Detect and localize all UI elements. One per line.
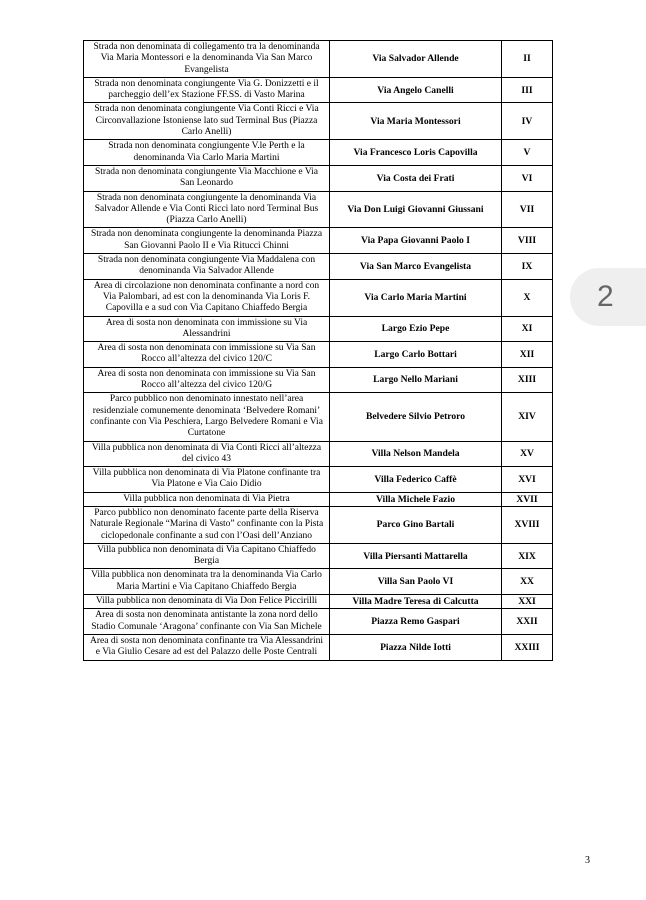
roman-numeral: XX [502, 569, 553, 595]
location-description: Strada non denominata congiungente Via G. Donizzetti e il parcheggio dell’ex Stazione FF.SS. di Vasto Marina [84, 77, 330, 103]
roman-numeral: VII [502, 191, 553, 228]
roman-numeral: XXII [502, 609, 553, 635]
location-description: Parco pubblico non denominato innestato nell’area residenziale comunemente denominata ‘Belvedere Romani’ confinante con Via Peschiera, Largo Belvedere Romani e Via Curtatone [84, 393, 330, 441]
table-row [84, 441, 553, 467]
location-description: Strada non denominata congiungente V.le Perth e la denominanda Via Carlo Maria Martini [84, 140, 330, 166]
new-name: Via Angelo Canelli [330, 77, 502, 103]
table-row [84, 191, 553, 228]
location-description: Area di sosta non denominata con immissione su Via San Rocco all’altezza del civico 120/G [84, 367, 330, 393]
table-row [84, 279, 553, 316]
roman-numeral: XXI [502, 595, 553, 609]
table-row [84, 367, 553, 393]
roman-numeral: XI [502, 316, 553, 342]
new-name: Villa Piersanti Mattarella [330, 543, 502, 569]
table-row [84, 492, 553, 506]
new-name: Largo Nello Mariani [330, 367, 502, 393]
roman-numeral: VIII [502, 228, 553, 254]
location-description: Villa pubblica non denominata di Via Pietra [84, 492, 330, 506]
location-description: Villa pubblica non denominata di Via Don Felice Piccirilli [84, 595, 330, 609]
table-row [84, 609, 553, 635]
roman-numeral: XVIII [502, 506, 553, 543]
roman-numeral: XV [502, 441, 553, 467]
location-description: Strada non denominata congiungente Via Macchione e Via San Leonardo [84, 165, 330, 191]
location-description: Strada non denominata congiungente la denominanda Piazza San Giovanni Paolo II e Via Ritucci Chinni [84, 228, 330, 254]
new-name: Piazza Nilde Iotti [330, 634, 502, 660]
street-naming-table [83, 40, 553, 661]
new-name: Largo Ezio Pepe [330, 316, 502, 342]
table-row [84, 543, 553, 569]
roman-numeral: XVII [502, 492, 553, 506]
table-row [84, 77, 553, 103]
roman-numeral: XIV [502, 393, 553, 441]
section-tab[interactable] [570, 268, 646, 326]
new-name: Via Carlo Maria Martini [330, 279, 502, 316]
new-name: Via Francesco Loris Capovilla [330, 140, 502, 166]
table-row [84, 41, 553, 78]
new-name: Villa Madre Teresa di Calcutta [330, 595, 502, 609]
table-row [84, 393, 553, 441]
location-description: Area di sosta non denominata con immissione su Via San Rocco all’altezza del civico 120/C [84, 342, 330, 368]
table-row [84, 506, 553, 543]
location-description: Villa pubblica non denominata di Via Capitano Chiaffedo Bergia [84, 543, 330, 569]
roman-numeral: XXIII [502, 634, 553, 660]
new-name: Via San Marco Evangelista [330, 254, 502, 280]
table-row [84, 595, 553, 609]
new-name: Via Don Luigi Giovanni Giussani [330, 191, 502, 228]
new-name: Belvedere Silvio Petroro [330, 393, 502, 441]
table-row [84, 103, 553, 140]
roman-numeral: XVI [502, 467, 553, 493]
new-name: Piazza Remo Gaspari [330, 609, 502, 635]
roman-numeral: XIII [502, 367, 553, 393]
location-description: Villa pubblica non denominata di Via Conti Ricci all’altezza del civico 43 [84, 441, 330, 467]
new-name: Parco Gino Bartali [330, 506, 502, 543]
table-row [84, 569, 553, 595]
new-name: Via Salvador Allende [330, 41, 502, 78]
new-name: Via Maria Montessori [330, 103, 502, 140]
location-description: Area di sosta non denominata antistante la zona nord dello Stadio Comunale ‘Aragona’ confinante con Via San Michele [84, 609, 330, 635]
table-row [84, 165, 553, 191]
roman-numeral: XII [502, 342, 553, 368]
location-description: Strada non denominata congiungente Via Maddalena con denominanda Via Salvador Allende [84, 254, 330, 280]
new-name: Villa Federico Caffè [330, 467, 502, 493]
new-name: Villa Nelson Mandela [330, 441, 502, 467]
location-description: Villa pubblica non denominata di Via Platone confinante tra Via Platone e Via Caio Didio [84, 467, 330, 493]
section-tab-label: 2 [597, 280, 614, 313]
roman-numeral: IX [502, 254, 553, 280]
page-number: 3 [585, 855, 590, 866]
table-row [84, 140, 553, 166]
location-description: Villa pubblica non denominata tra la denominanda Via Carlo Maria Martini e Via Capitano Chiaffedo Bergia [84, 569, 330, 595]
roman-numeral: VI [502, 165, 553, 191]
location-description: Area di sosta non denominata con immissione su Via Alessandrini [84, 316, 330, 342]
location-description: Area di circolazione non denominata confinante a nord con Via Palombari, ad est con la denominanda Via Loris F. Capovilla e a sud con Via Capitano Chiaffedo Bergia [84, 279, 330, 316]
location-description: Strada non denominata congiungente Via Conti Ricci e Via Circonvallazione Istoniense lato sud Terminal Bus (Piazza Carlo Anelli) [84, 103, 330, 140]
new-name: Via Papa Giovanni Paolo I [330, 228, 502, 254]
table-row [84, 254, 553, 280]
location-description: Parco pubblico non denominato facente parte della Riserva Naturale Regionale “Marina di Vasto” confinante con la Pista ciclopedonale confinante a sud con l’Oasi dell’Anziano [84, 506, 330, 543]
table-row [84, 634, 553, 660]
roman-numeral: V [502, 140, 553, 166]
new-name: Villa Michele Fazio [330, 492, 502, 506]
roman-numeral: II [502, 41, 553, 78]
location-description: Strada non denominata di collegamento tra la denominanda Via Maria Montessori e la denominanda Via San Marco Evangelista [84, 41, 330, 78]
table-row [84, 228, 553, 254]
new-name: Via Costa dei Frati [330, 165, 502, 191]
roman-numeral: X [502, 279, 553, 316]
table-row [84, 467, 553, 493]
table-row [84, 342, 553, 368]
new-name: Villa San Paolo VI [330, 569, 502, 595]
roman-numeral: XIX [502, 543, 553, 569]
roman-numeral: IV [502, 103, 553, 140]
location-description: Strada non denominata congiungente la denominanda Via Salvador Allende e Via Conti Ricci lato nord Terminal Bus (Piazza Carlo Anelli) [84, 191, 330, 228]
table-row [84, 316, 553, 342]
roman-numeral: III [502, 77, 553, 103]
location-description: Area di sosta non denominata confinante tra Via Alessandrini e Via Giulio Cesare ad est del Palazzo delle Poste Centrali [84, 634, 330, 660]
new-name: Largo Carlo Bottari [330, 342, 502, 368]
